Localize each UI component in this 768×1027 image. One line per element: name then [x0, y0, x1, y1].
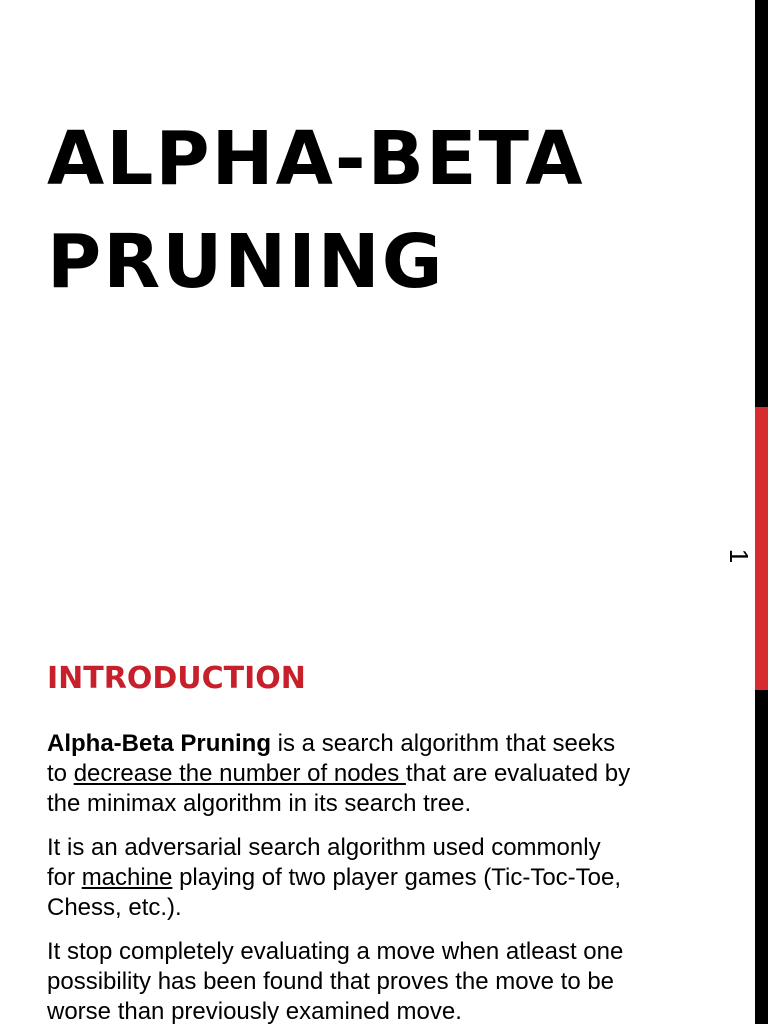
p3-line1: It stop completely evaluating a move when atleast one: [47, 938, 624, 965]
p1-line2-rest: that are evaluated by: [405, 760, 631, 787]
slide-title-line-1: ALPHA-BETA: [47, 116, 585, 202]
p2-line3: Chess, etc.).: [47, 894, 182, 921]
slide-number: 1: [724, 548, 755, 564]
intro-paragraph-2: [47, 833, 687, 923]
intro-paragraph-3: [47, 937, 687, 1027]
p3-line3: worse than previously examined move.: [47, 998, 462, 1025]
p2-line2-rest: playing of two player games (Tic-Toc-Toe,: [172, 864, 622, 891]
intro-heading: INTRODUCTION: [47, 661, 306, 696]
p2-line1: It is an adversarial search algorithm used commonly: [47, 834, 601, 861]
p1-to: to: [47, 760, 74, 787]
p2-underlined: machine: [81, 864, 173, 891]
p1-line1-rest: is a search algorithm that seeks: [271, 730, 616, 757]
p1-underlined: decrease the number of nodes: [73, 760, 406, 787]
p2-for: for: [47, 864, 82, 891]
intro-paragraph-1: [47, 729, 687, 819]
p1-line3: the minimax algorithm in its search tree.: [47, 790, 472, 817]
p3-line2: possibility has been found that proves the move to be: [47, 968, 615, 995]
term-alpha-beta: Alpha-Beta Pruning: [47, 730, 272, 757]
slide-title-line-2: PRUNING: [47, 219, 445, 305]
